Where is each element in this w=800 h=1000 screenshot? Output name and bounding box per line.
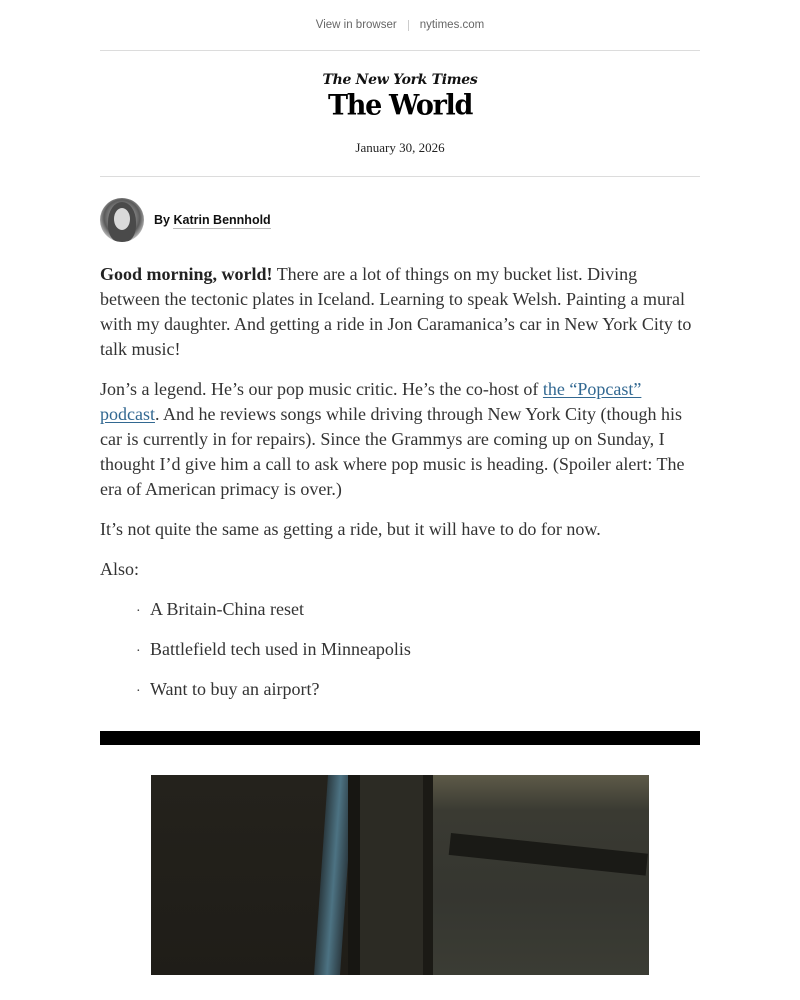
hero-image-panel <box>433 775 649 975</box>
list-item <box>136 677 700 704</box>
view-in-browser-link[interactable]: View in browser <box>315 19 397 31</box>
ride-paragraph: It’s not quite the same as getting a ride, but it will have to do for now. <box>100 519 601 539</box>
popcast-text-after: . And he reviews songs while driving through New York City (though his car is currently in for repairs). Since the Grammys are coming up on Sunday, I thought I’d give him a call to ask where pop music is heading. (Spoiler alert: The era of American primacy is over.) <box>100 404 685 499</box>
bullet-icon: · <box>136 684 141 699</box>
author-avatar <box>100 198 144 242</box>
intro-paragraph <box>100 262 700 362</box>
also-label: Also: <box>100 559 140 579</box>
masthead <box>100 51 700 176</box>
newsletter-title: The World <box>327 89 473 122</box>
also-list <box>100 597 700 704</box>
list-item <box>136 597 700 624</box>
list-item-text: Battlefield tech used in Minneapolis <box>150 639 411 659</box>
divider <box>408 20 409 31</box>
greeting: Good morning, world! <box>100 264 273 284</box>
newsletter-body <box>100 262 700 704</box>
byline <box>100 198 700 242</box>
list-item-text: Want to buy an airport? <box>150 679 320 699</box>
popcast-podcast-link[interactable]: the “Popcast” podcast <box>100 379 642 424</box>
avatar-face <box>114 208 130 230</box>
hero-image-mid <box>360 775 423 975</box>
nyt-logo[interactable]: The New York Times <box>322 72 478 88</box>
section-divider-bar <box>100 731 700 745</box>
hero-image[interactable] <box>151 775 649 975</box>
hero-image-frame <box>423 775 433 975</box>
nytimes-link[interactable]: nytimes.com <box>419 19 485 31</box>
bullet-icon: · <box>136 644 141 659</box>
list-item <box>136 637 700 664</box>
newsletter-container <box>100 50 700 975</box>
issue-date: January 30, 2026 <box>355 140 445 155</box>
popcast-paragraph <box>100 377 700 502</box>
list-item-text: A Britain-China reset <box>150 599 304 619</box>
hero-image-pole-shadow <box>348 775 360 975</box>
byline-text <box>154 213 271 227</box>
intro-text: There are a lot of things on my bucket list. Diving between the tectonic plates in Iceland. Learning to speak Welsh. Painting a mural with my daughter. And getting a ride in Jon Caramanica’s car in New York City to talk music! <box>100 264 692 359</box>
bullet-icon: · <box>136 604 141 619</box>
top-links-bar <box>0 0 800 50</box>
divider <box>100 176 700 177</box>
author-link[interactable]: Katrin Bennhold <box>173 213 271 227</box>
byline-prefix: By <box>154 213 170 227</box>
popcast-text-before: Jon’s a legend. He’s our pop music critic. He’s the co-host of <box>100 379 543 399</box>
